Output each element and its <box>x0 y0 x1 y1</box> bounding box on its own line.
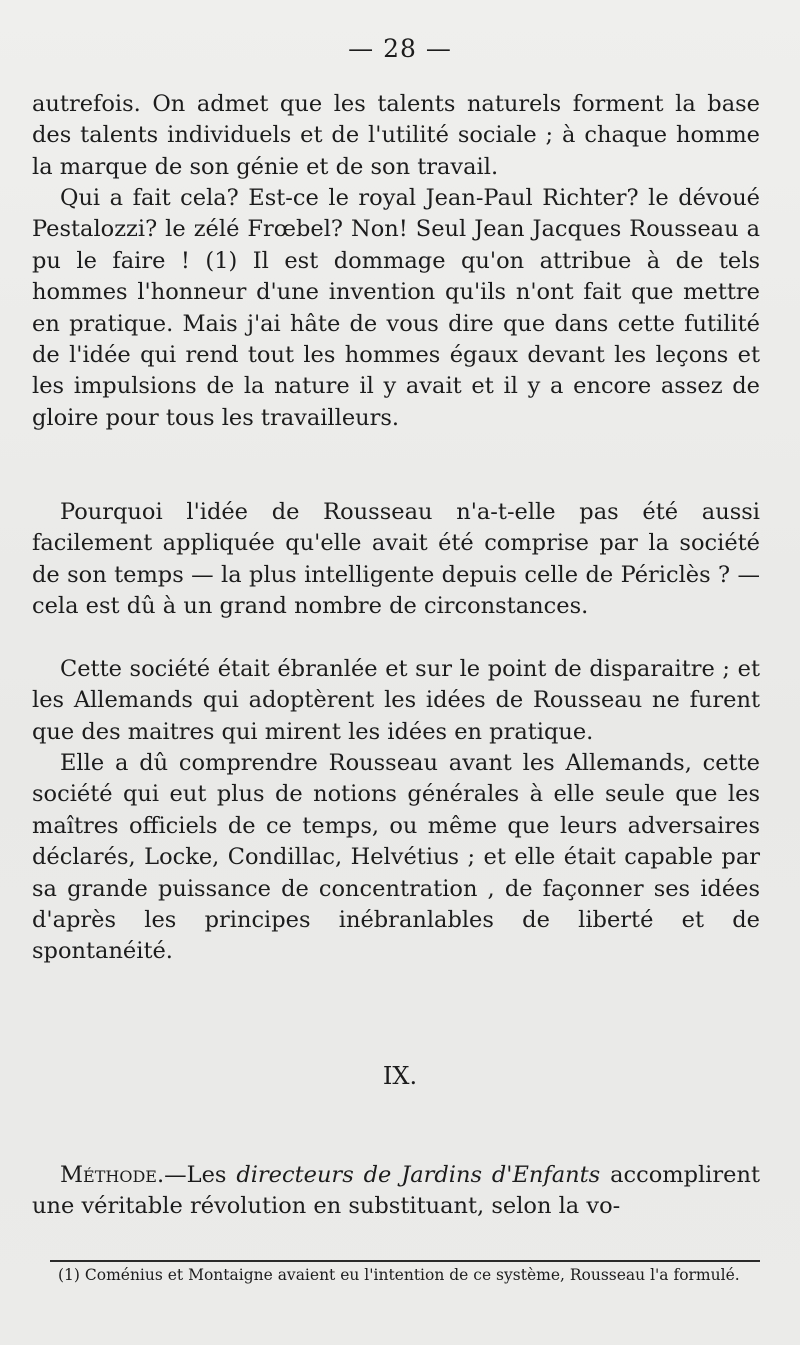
method-dash: — <box>164 1162 187 1188</box>
paragraph-method <box>32 1160 760 1223</box>
method-text-start: Les <box>186 1162 237 1188</box>
paragraph-1: autrefois. On admet que les talents naturels forment la base des talents individuels et de l'utilité sociale ; à chaque homme la marque de son génie et de son travail. <box>32 91 760 180</box>
page-number: — 28 — <box>348 34 452 63</box>
method-italic-phrase: directeurs de Jardins d'Enfants <box>236 1162 601 1188</box>
paragraph-4: Cette société était ébranlée et sur le point de disparaitre ; et les Allemands qui adoptèrent les idées de Rousseau ne furent que des maitres qui mirent les idées en pratique. <box>32 656 760 745</box>
paragraph-2: Qui a fait cela? Est-ce le royal Jean-Paul Richter? le dévoué Pestalozzi? le zélé Frœbel? Non! Seul Jean Jacques Rousseau a pu le faire ! (1) Il est dommage qu'on attribue à de tels hommes l'honneur d'une invention qu'ils n'ont fait que mettre en pratique. Mais j'ai hâte de vous dire que dans cette futilité de l'idée qui rend tout les hommes égaux devant les leçons et les impulsions de la nature il y avait et il y a encore assez de gloire pour tous les travailleurs. <box>32 185 760 431</box>
paragraph-5: Elle a dû comprendre Rousseau avant les Allemands, cette société qui eut plus de notions générales à elle seule que les maîtres officiels de ce temps, ou même que leurs adversaires déclarés, Locke, Condillac, Helvétius ; et elle était capable par sa grande puissance de concentration , de façonner ses idées d'après les principes inébranlables de liberté et de spontanéité. <box>32 750 760 965</box>
footnote: (1) Coménius et Montaigne avaient eu l'intention de ce système, Rousseau l'a formulé. <box>58 1266 740 1284</box>
method-text-end: accomplirent une véritable révolution en substituant, selon la vo- <box>32 1162 760 1220</box>
paragraph-3: Pourquoi l'idée de Rousseau n'a-t-elle pas été aussi facilement appliquée qu'elle avait été comprise par la société de son temps — la plus intelligente depuis celle de Périclès ? — cela est dû à un grand nombre de circonstances. <box>32 499 760 620</box>
section-heading: IX. <box>382 1062 418 1090</box>
footnote-rule <box>50 1260 760 1262</box>
method-label: Méthode. <box>60 1162 165 1188</box>
